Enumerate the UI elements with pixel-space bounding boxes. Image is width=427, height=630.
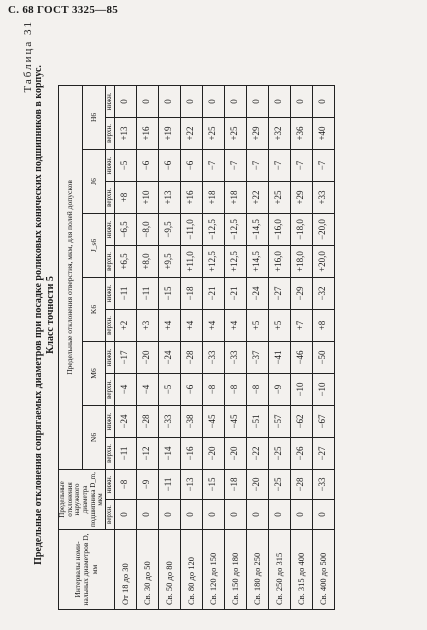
table-cell: −8 (224, 373, 246, 405)
table-cell: −11 (114, 437, 136, 469)
header-upper: верхн. (106, 181, 115, 213)
table-cell: −6 (180, 149, 202, 181)
table-cell: 0 (290, 500, 312, 530)
row-interval: Св. 400 до 500 (312, 530, 334, 610)
table-cell: +19 (158, 117, 180, 149)
table-cell: −4 (114, 373, 136, 405)
table-cell: +13 (158, 181, 180, 213)
header-upper: верхн. (106, 500, 115, 530)
table-cell: 0 (180, 85, 202, 117)
table-cell: −9 (268, 373, 290, 405)
header-upper: верхн. (106, 373, 115, 405)
table-cell: 0 (136, 500, 158, 530)
table-cell: −33 (202, 341, 224, 373)
table-cell: −21 (224, 277, 246, 309)
table-cell: −18 (180, 277, 202, 309)
table-cell: −10 (290, 373, 312, 405)
table-cell: 0 (136, 85, 158, 117)
row-interval: Св. 180 до 250 (246, 530, 268, 610)
table-cell: +16,0 (268, 245, 290, 277)
table-cell: −16 (180, 437, 202, 469)
table-cell: −20 (246, 469, 268, 499)
header-upper: верхн. (106, 309, 115, 341)
table-cell: −8 (114, 469, 136, 499)
table-cell: +5 (268, 309, 290, 341)
table-cell: +4 (180, 309, 202, 341)
row-interval: Св. 150 до 180 (224, 530, 246, 610)
table-cell: −32 (312, 277, 334, 309)
deviation-table (58, 21, 335, 610)
table-cell: −37 (246, 341, 268, 373)
table-cell: −14 (158, 437, 180, 469)
header-lower: нижн. (106, 85, 115, 117)
table-row (180, 21, 202, 609)
table-cell: +18 (224, 181, 246, 213)
table-cell: −67 (312, 405, 334, 437)
table-cell: −33 (312, 469, 334, 499)
table-cell: +11,0 (180, 245, 202, 277)
header-lower: нижн. (106, 149, 115, 181)
table-row (290, 21, 312, 609)
table-cell: +33 (312, 181, 334, 213)
rotated-content (22, 20, 422, 610)
table-row (224, 21, 246, 609)
table-cell: −11 (114, 277, 136, 309)
table-cell: −41 (268, 341, 290, 373)
table-cell: +9,5 (158, 245, 180, 277)
table-cell: −20,0 (312, 213, 334, 245)
table-cell: −33 (224, 341, 246, 373)
table-cell: +40 (312, 117, 334, 149)
table-cell: −45 (224, 405, 246, 437)
table-cell: −62 (290, 405, 312, 437)
table-cell: +36 (290, 117, 312, 149)
table-cell: +32 (268, 117, 290, 149)
row-interval: Св. 315 до 400 (290, 530, 312, 610)
table-cell: 0 (268, 500, 290, 530)
header-lower: нижн. (106, 405, 115, 437)
table-cell: −18 (224, 469, 246, 499)
table-cell: 0 (114, 500, 136, 530)
page-header: С. 68 ГОСТ 3325—85 (8, 4, 119, 16)
header-field-js6: J_s6 (82, 213, 106, 277)
header-field-m6: M6 (82, 341, 106, 405)
accuracy-class: Класс точности 5 (45, 276, 56, 354)
table-cell: −33 (158, 405, 180, 437)
table-cell: −16,0 (268, 213, 290, 245)
table-cell: −28 (136, 405, 158, 437)
table-cell: −4 (136, 373, 158, 405)
table-cell: −24 (246, 277, 268, 309)
table-cell: −18,0 (290, 213, 312, 245)
table-cell: −6,5 (114, 213, 136, 245)
table-cell: +16 (136, 117, 158, 149)
table-cell: 0 (246, 500, 268, 530)
table-cell: −24 (158, 341, 180, 373)
row-interval: Св. 30 до 50 (136, 530, 158, 610)
row-interval: Св. 80 до 120 (180, 530, 202, 610)
header-outer-deviation: Предельные отклонения наружного диаметра подшипника D_m, мкм (59, 469, 106, 529)
header-lower: нижн. (106, 341, 115, 373)
table-cell: +8 (312, 309, 334, 341)
table-cell: −13 (180, 469, 202, 499)
table-cell: −27 (312, 437, 334, 469)
table-cell: −38 (180, 405, 202, 437)
table-row (136, 21, 158, 609)
table-cell: 0 (268, 85, 290, 117)
table-cell: 0 (202, 500, 224, 530)
header-upper: верхн. (106, 437, 115, 469)
table-cell: +7 (290, 309, 312, 341)
table-cell: +22 (180, 117, 202, 149)
table-cell: −6 (136, 149, 158, 181)
table-cell: 0 (224, 500, 246, 530)
table-cell: −17 (114, 341, 136, 373)
row-interval: Св. 50 до 80 (158, 530, 180, 610)
table-cell: −20 (202, 437, 224, 469)
table-cell: −6 (180, 373, 202, 405)
table-cell: −20 (224, 437, 246, 469)
header-interval: Интервалы номинальных диаметров D, мм (59, 530, 115, 610)
table-cell: +4 (224, 309, 246, 341)
table-cell: −14,5 (246, 213, 268, 245)
table-cell: +6,5 (114, 245, 136, 277)
table-cell: −7 (312, 149, 334, 181)
header-field-n6: N6 (82, 405, 106, 469)
table-cell: +8 (114, 181, 136, 213)
table-cell: +16 (180, 181, 202, 213)
table-cell: 0 (312, 85, 334, 117)
table-row (202, 21, 224, 609)
table-cell: −15 (158, 277, 180, 309)
header-upper-lower-row (106, 21, 115, 609)
table-cell: +14,5 (246, 245, 268, 277)
table-cell: 0 (224, 85, 246, 117)
table-cell: −10 (312, 373, 334, 405)
header-lower: нижн. (106, 469, 115, 499)
table-cell: −9 (136, 469, 158, 499)
header-upper: верхн. (106, 117, 115, 149)
table-cell: −7 (202, 149, 224, 181)
table-body (114, 21, 334, 609)
table-cell: +12,5 (202, 245, 224, 277)
table-cell: −25 (268, 469, 290, 499)
row-interval: От 18 до 30 (114, 530, 136, 610)
table-row (268, 21, 290, 609)
table-cell: −22 (246, 437, 268, 469)
table-row (246, 21, 268, 609)
table-cell: −12 (136, 437, 158, 469)
table-row (312, 21, 334, 609)
table-cell: +12,5 (224, 245, 246, 277)
table-cell: +3 (136, 309, 158, 341)
header-field-k6: K6 (82, 277, 106, 341)
table-cell: 0 (158, 85, 180, 117)
table-cell: +5 (246, 309, 268, 341)
table-cell: +18,0 (290, 245, 312, 277)
table-cell: −12,5 (202, 213, 224, 245)
table-cell: −45 (202, 405, 224, 437)
table-cell: −5 (114, 149, 136, 181)
table-cell: −28 (290, 469, 312, 499)
table-cell: +29 (290, 181, 312, 213)
table-row (158, 21, 180, 609)
table-cell: +18 (202, 181, 224, 213)
table-cell: −9,5 (158, 213, 180, 245)
table-cell: −57 (268, 405, 290, 437)
table-cell: 0 (114, 85, 136, 117)
table-cell: −20 (136, 341, 158, 373)
table-cell: 0 (246, 85, 268, 117)
table-cell: 0 (202, 85, 224, 117)
table-cell: −11 (158, 469, 180, 499)
table-cell: −11,0 (180, 213, 202, 245)
table-cell: −29 (290, 277, 312, 309)
table-cell: +2 (114, 309, 136, 341)
table-row (114, 21, 136, 609)
row-interval: Св. 120 до 150 (202, 530, 224, 610)
table-cell: −15 (202, 469, 224, 499)
header-hole-deviations: Предельные отклонения отверстия, мкм, для полей допусков (59, 85, 83, 469)
table-cell: 0 (290, 85, 312, 117)
table-title: Предельные отклонения сопрягаемых диаметров при посадке роликовых конических подшипников в корпус. (33, 65, 44, 565)
table-cell: +22 (246, 181, 268, 213)
table-cell: −8 (246, 373, 268, 405)
table-cell: −25 (268, 437, 290, 469)
table-cell: −7 (224, 149, 246, 181)
table-cell: 0 (180, 500, 202, 530)
table-cell: −28 (180, 341, 202, 373)
table-cell: −51 (246, 405, 268, 437)
table-cell: −6 (158, 149, 180, 181)
table-cell: +25 (202, 117, 224, 149)
table-cell: 0 (158, 500, 180, 530)
table-cell: −26 (290, 437, 312, 469)
table-cell: −7 (246, 149, 268, 181)
table-cell: −8,0 (136, 213, 158, 245)
table-cell: 0 (312, 500, 334, 530)
table-cell: −7 (290, 149, 312, 181)
table-cell: −5 (158, 373, 180, 405)
table-cell: +8,0 (136, 245, 158, 277)
table-cell: −50 (312, 341, 334, 373)
table-number: Таблица 31 (22, 20, 34, 93)
table-cell: −7 (268, 149, 290, 181)
table-cell: +20,0 (312, 245, 334, 277)
table-cell: −21 (202, 277, 224, 309)
header-lower: нижн. (106, 213, 115, 245)
row-interval: Св. 250 до 315 (268, 530, 290, 610)
header-field-h6: H6 (82, 85, 106, 149)
table-cell: −12,5 (224, 213, 246, 245)
table-cell: +4 (202, 309, 224, 341)
table-cell: −27 (268, 277, 290, 309)
table-cell: +10 (136, 181, 158, 213)
table-cell: +29 (246, 117, 268, 149)
table-cell: −8 (202, 373, 224, 405)
table-cell: +4 (158, 309, 180, 341)
table-cell: +25 (224, 117, 246, 149)
table-cell: −24 (114, 405, 136, 437)
table-cell: −46 (290, 341, 312, 373)
header-field-j6: J6 (82, 149, 106, 213)
header-lower: нижн. (106, 277, 115, 309)
table-cell: +25 (268, 181, 290, 213)
header-upper: верхн. (106, 245, 115, 277)
table-cell: +13 (114, 117, 136, 149)
table-cell: −11 (136, 277, 158, 309)
